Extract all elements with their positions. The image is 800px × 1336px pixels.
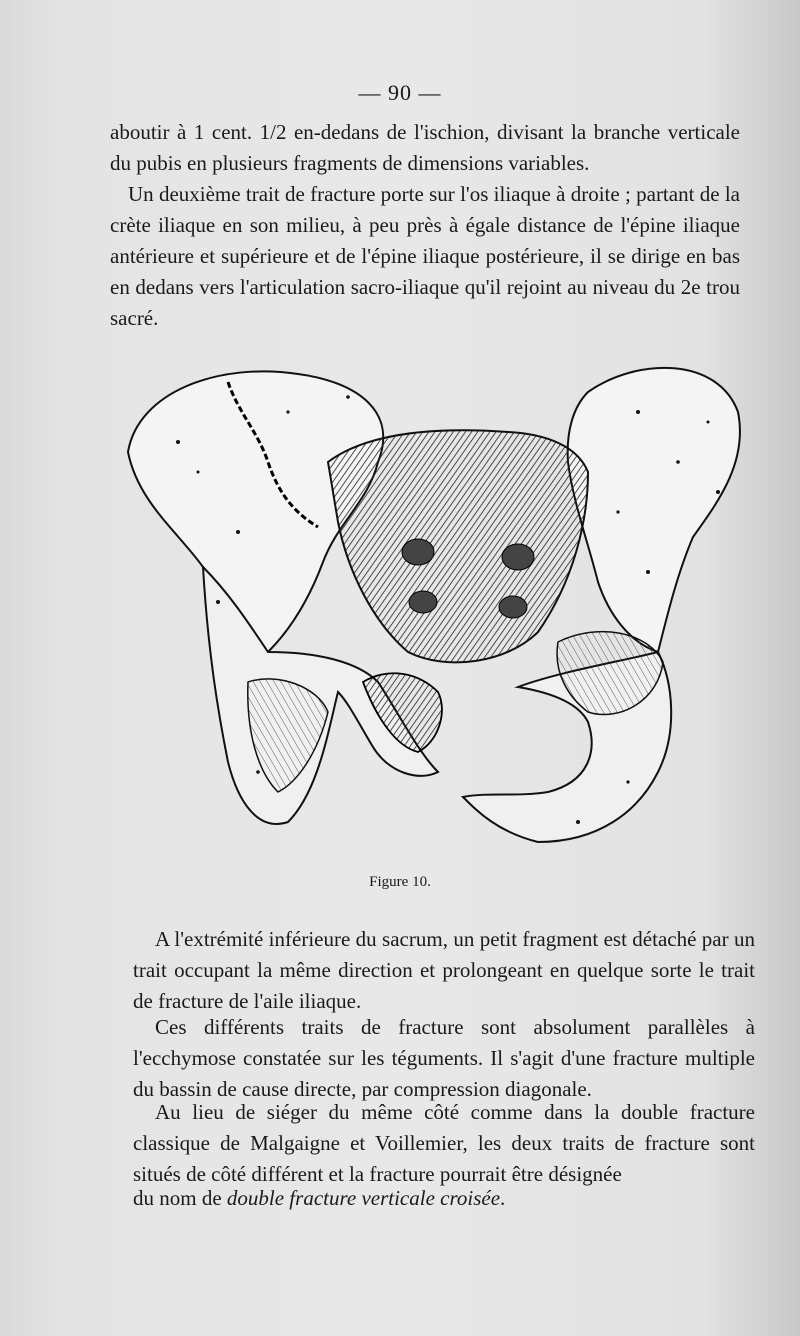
- paragraph-3: A l'extrémité inférieure du sacrum, un petit fragment est détaché par un trait occupant la même direction et prolongeant en quelque sorte le trait de fracture de l'aile iliaque.: [133, 927, 755, 1013]
- sacral-foramen: [402, 539, 434, 565]
- paragraph-5: Au lieu de siéger du même côté comme dans la double fracture classique de Malgaigne et Voillemier, les deux traits de fracture sont situés de côté différent et la fracture pourrait être désignée: [133, 1100, 755, 1186]
- paragraph-6: [133, 1183, 755, 1214]
- paragraph-1: aboutir à 1 cent. 1/2 en-dedans de l'ischion, divisant la branche verticale du pubis en plusieurs fragments de dimensions variables.: [110, 120, 740, 175]
- sacral-foramen: [409, 591, 437, 613]
- pelvis-figure: [118, 352, 748, 862]
- paragraph-2: Un deuxième trait de fracture porte sur l'os iliaque à droite ; partant de la crète iliaque en son milieu, à peu près à égale distance de l'épine iliaque antérieure et supérieure et de l'épine iliaque postérieure, il se dirige en bas en dedans vers l'articulation sacro-iliaque qu'il rejoint au niveau du 2e trou sacré.: [110, 182, 740, 330]
- sacral-foramen: [499, 596, 527, 618]
- paragraph-6-start: du nom de: [133, 1186, 227, 1210]
- pelvis-illustration: [118, 352, 748, 862]
- paragraph-4: Ces différents traits de fracture sont absolument parallèles à l'ecchymose constatée sur les téguments. Il s'agit d'une fracture multiple du bassin de cause directe, par compression diagonale.: [133, 1015, 755, 1101]
- paragraph-6-end: .: [500, 1186, 506, 1210]
- right-ilium: [568, 368, 740, 652]
- figure-caption: Figure 10.: [369, 874, 431, 890]
- page-number: — 90 —: [358, 80, 442, 105]
- sacrum: [328, 430, 588, 662]
- paragraph-6-italic: double fracture verticale croisée: [226, 1186, 501, 1210]
- sacral-foramen: [502, 544, 534, 570]
